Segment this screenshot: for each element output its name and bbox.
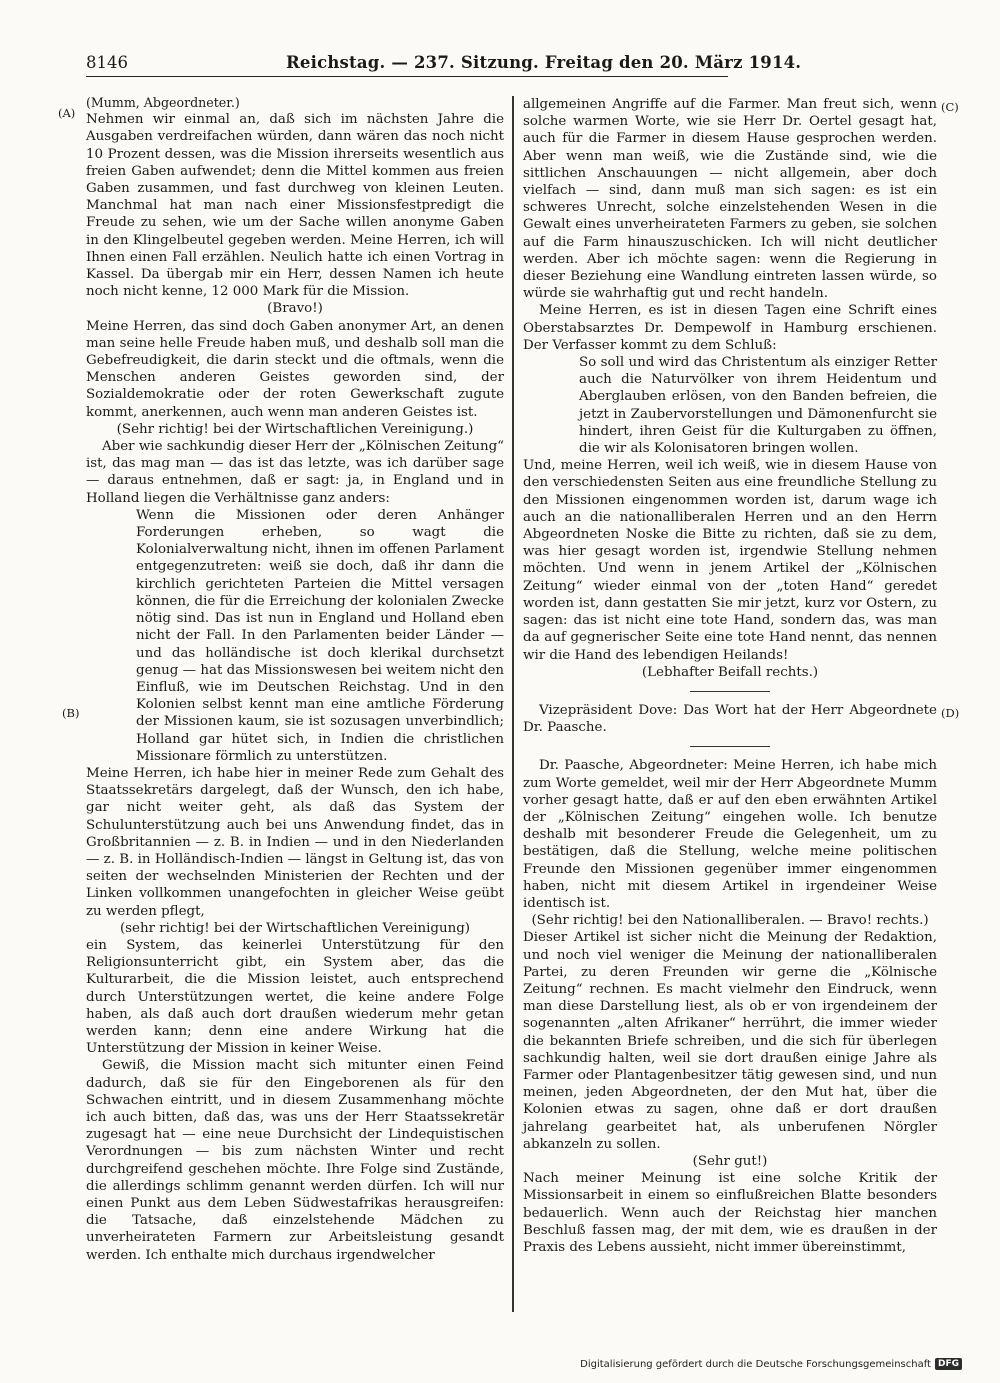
interjection: (Sehr richtig! bei der Wirtschaftlichen Vereinigung.) bbox=[116, 421, 474, 437]
paragraph: Aber wie sachkundig dieser Herr der „Kölnischen Zeitung“ ist, das mag man — das ist das letzte, was ich darüber sage — daraus entnehmen, daß er sagt: ja, in England und in Holland liegen die Verhältnisse ganz anders: bbox=[86, 439, 505, 506]
paragraph: ein System, das keinerlei Unterstützung für den Religionsunterricht gibt, ein System aber, das die Kulturarbeit, die die Mission leistet, auch entsprechend durch Unterstützungen wertet, die keine andere Folge haben, als daß auch dort draußen wiederum mehr getan werden kann; denn eine andere Wirkung hat die Unterstützung der Mission in keiner Weise. bbox=[86, 937, 504, 1057]
paragraph: Meine Herren, ich habe hier in meiner Rede zum Gehalt des Staatssekretärs dargelegt, daß der Wunsch, den ich habe, gar nicht weiter geht, als daß das System der Schulunterstützung auch bei uns Anwendung findet, das in Großbritannien — z. B. in Indien — und in den Niederlanden — z. B. in Holländisch-Indien — längst in Geltung ist, das von seiten der wechselnden Ministerien der Rechten und der Linken vollkommen unangefochten in gleicher Weise geübt zu werden pflegt, bbox=[86, 765, 504, 919]
interjection: (Sehr richtig! bei den Nationalliberalen. — Bravo! rechts.) bbox=[531, 913, 929, 929]
block-quote: So soll und wird das Christentum als einziger Retter auch die Naturvölker von ihrem Heidentum und Aberglauben erlösen, von den Banden befreien, die jetzt in Zaubervorstellungen und Dämonenfurcht sie hindert, ihren Geist für die Kulturgaben zu öffnen, die wir als Kolonisatoren bringen wollen. bbox=[579, 355, 937, 457]
margin-mark-a: (A) bbox=[58, 106, 76, 120]
page-header-title: Reichstag. — 237. Sitzung. Freitag den 20. März 1914. bbox=[286, 53, 802, 72]
section-rule bbox=[690, 746, 770, 747]
paragraph: Meine Herren, es ist in diesen Tagen eine Schrift eines Oberstabsarztes Dr. Dempewolf in Hamburg erschienen. Der Verfasser kommt zu dem Schluß: bbox=[523, 303, 937, 353]
paragraph: Und, meine Herren, weil ich weiß, wie in diesem Hause von den verschiedensten Seiten aus eine freundliche Stellung zu den Missionen eingenommen worden ist, darum wage ich auch an die nationalliberalen Herren und an den Herrn Abgeordneten Noske die Bitte zu richten, daß sie zu dem, was hier gesagt worden ist, irgendwie Stellung nehmen möchten. Und wenn in jenem Artikel der „Kölnischen Zeitung“ wieder einmal von der „toten Hand“ geredet worden ist, dann gestatten Sie mir jetzt, kurz vor Ostern, zu sagen: das ist nicht eine tote Hand, sondern das, was man da auf gegnerischer Seite eine tote Hand nennt, das nennen wir die Hand des lebendigen Heilands! bbox=[523, 458, 937, 663]
interjection: (Bravo!) bbox=[267, 301, 323, 317]
credit-text: Digitalisierung gefördert durch die Deutsche Forschungsgemeinschaft bbox=[580, 1358, 931, 1370]
left-column bbox=[86, 94, 504, 1264]
interjection: (sehr richtig! bei der Wirtschaftlichen Vereinigung) bbox=[119, 920, 471, 936]
speaker-paragraph: Dr. Paasche, Abgeordneter: Meine Herren, ich habe mich zum Worte gemeldet, weil mir der Herr Abgeordnete Mumm vorher gesagt hatte, daß er auf den eben erwähnten Artikel der „Kölnischen Zeitung“ eingehen wolle. Ich benutze deshalb mit besonderer Freude die Gelegenheit, um zu bestätigen, daß die Stellung, welche meine politischen Freunde den Missionen gegenüber immer eingenommen haben, nicht mit diesem Artikel in irgendeiner Weise identisch ist. bbox=[523, 758, 937, 911]
margin-mark-c: (C) bbox=[941, 100, 959, 114]
paragraph: Meine Herren, das sind doch Gaben anonymer Art, an denen man seine helle Freude haben muß, und deshalb soll man die Gebefreudigkeit, die darin steckt und die oftmals, wenn die Menschen anderen Geistes geworden sind, der Sozialdemokratie oder der roten Gewerkschaft zugute kommt, anerkennen, auch wenn man anderen Geistes ist. bbox=[86, 318, 504, 420]
dfg-logo: DFG bbox=[935, 1358, 962, 1370]
column-divider bbox=[512, 96, 514, 1312]
paragraph: Gewiß, die Mission macht sich mitunter einen Feind dadurch, daß sie für den Eingeborenen als für den Schwachen eintritt, und in diesem Zusammenhang möchte ich auch bitten, daß das, was uns der Herr Staatssekretär zugesagt hat — eine neue Durchsicht der Lindequistischen Verordnungen — bis zum nächsten Winter und recht durchgreifend geschehen möchte. Ihre Folge sind Zustände, die allerdings schlimm genannt werden dürfen. Ich will nur einen Punkt aus dem Leben Südwestafrikas herausgreifen: die Tatsache, daß einzelstehende Mädchen zu unverheirateten Farmern zur Arbeitsleistung gesandt werden. Ich enthalte mich durchaus irgendwelcher bbox=[86, 1058, 504, 1263]
section-rule bbox=[690, 691, 770, 692]
interjection: (Sehr gut!) bbox=[692, 1153, 768, 1169]
speaker-paragraph: Vizepräsident Dove: Das Wort hat der Herr Abgeordnete Dr. Paasche. bbox=[523, 702, 937, 736]
page-header bbox=[86, 52, 802, 77]
margin-mark-b: (B) bbox=[62, 706, 80, 720]
paragraph: Dieser Artikel ist sicher nicht die Meinung der Redaktion, und noch viel weniger die Meinung der nationalliberalen Partei, zu deren Freunden wir gerne die „Kölnische Zeitung“ rechnen. Es macht vielmehr den Eindruck, wenn man diese Darstellung liest, als ob er von irgendeinem der sogenannten „alten Afrikaner“ herrührt, die immer wieder die bekannten Briefe schreiben, und die sich für überlegen sachkundig halten, weil sie dort draußen einige Jahre als Farmer oder Plantagenbesitzer tätig gewesen sind, und nun meinen, jeden Abgeordneten, der den Mut hat, über die Kolonien etwas zu sagen, ohne daß er dort draußen jahrelang gearbeitet hat, als unberufenen Nörgler abkanzeln zu sollen. bbox=[523, 930, 937, 1152]
paragraph: Nach meiner Meinung ist eine solche Kritik der Missionsarbeit in einem so einflußreichen Blatte besonders bedauerlich. Wenn auch der Reichstag hier manchen Beschluß fassen mag, der mit dem, wie es draußen in der Praxis des Lebens aussieht, nicht immer übereinstimmt, bbox=[523, 1171, 937, 1255]
right-column bbox=[523, 96, 937, 1256]
digitization-credit bbox=[580, 1358, 962, 1370]
speaker-note: (Mumm, Abgeordneter.) bbox=[86, 95, 240, 110]
interjection: (Lebhafter Beifall rechts.) bbox=[641, 664, 819, 680]
paragraph: allgemeinen Angriffe auf die Farmer. Man freut sich, wenn solche warmen Worte, wie sie Herr Dr. Oertel gesagt hat, auch für die Farmer in diesem Hause gesprochen werden. Aber wenn man weiß, wie die Zustände sind, wie die sittlichen Anschauungen — nicht allgemein, aber doch vielfach — sind, dann muß man sich sagen: es ist ein schweres Unrecht, solche einzelstehenden Wesen in die Gewalt eines unverheirateten Farmers zu geben, sie solchen auf die Farm hinauszuschicken. Ich will nicht deutlicher werden. Aber ich möchte sagen: wenn die Regierung in dieser Beziehung eine Wandlung eintreten lassen würde, so würde sie wahrhaftig gut und recht handeln. bbox=[523, 97, 937, 302]
page-number: 8146 bbox=[86, 53, 128, 72]
margin-mark-d: (D) bbox=[941, 706, 960, 720]
paragraph: Nehmen wir einmal an, daß sich im nächsten Jahre die Ausgaben verdreifachen würden, dann wären das noch nicht 10 Prozent dessen, was die Mission ihrerseits wesentlich aus freien Gaben aufwendet; denn die Mittel kommen aus freien Gaben zusammen, und fast durchweg von kleinen Leuten. Manchmal hat man nach einer Missionsfestpredigt die Freude zu sehen, wie um der Sache willen anonyme Gaben in den Klingelbeutel gegeben werden. Meine Herren, ich will Ihnen einen Fall erzählen. Neulich hatte ich einen Vortrag in Kassel. Da übergab mir ein Herr, dessen Namen ich heute noch nicht kenne, 12 000 Mark für die Mission. bbox=[86, 112, 504, 300]
block-quote: Wenn die Missionen oder deren Anhänger Forderungen erheben, so wagt die Kolonialverwaltung nicht, ihnen im offenen Parlament entgegenzutreten: weiß sie doch, daß ihr dann die kirchlich gerichteten Parteien die Mittel versagen können, die für die Erreichung der kolonialen Zwecke nötig sind. Das ist nun in England und Holland eben nicht der Fall. In den Parlamenten beider Länder — und das holländische ist doch klerikal durchsetzt genug — hat das Missionswesen bei weitem nicht den Einfluß, wie im Deutschen Reichstag. Und in den Kolonien selbst kennt man eine amtliche Förderung der Missionen kaum, sie ist sozusagen unverbindlich; Holland gar hütet sich, in Indien die christlichen Missionare förmlich zu unterstützen. bbox=[136, 507, 504, 764]
